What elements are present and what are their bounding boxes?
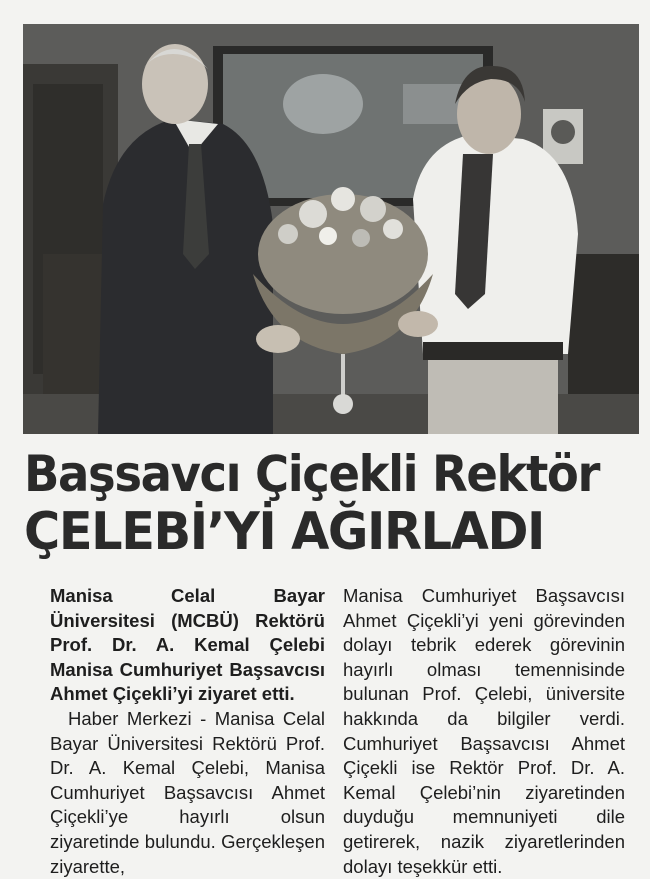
article-column-left <box>50 584 325 879</box>
article-column-right <box>343 584 625 879</box>
news-photo <box>23 24 639 434</box>
article-body-right: Manisa Cumhuriyet Başsavcısı Ahmet Çiçekli’yi yeni görevinden dolayı tebrik ederek görevinin hayırlı olması temennisinde bulunan Prof. Çelebi, üniversite hakkında da bilgiler verdi. Cumhuriyet Başsavcısı Ahmet Çiçekli ise Rektör Prof. Dr. A. Kemal Çelebi’nin ziyaretinden duyduğu memnuniyeti dile getirerek, nazik ziyaretlerinden dolayı teşekkür etti. <box>343 585 625 877</box>
article-body-left: Haber Merkezi - Manisa Celal Bayar Üniversitesi Rektörü Prof. Dr. A. Kemal Çelebi, Manisa Cumhuriyet Başsavcısı Ahmet Çiçekli’ye hayırlı olsun ziyaretinde bulundu. Gerçekleşen ziyarette, <box>50 707 325 877</box>
headline-line-1: Başsavcı Çiçekli Rektör <box>24 445 600 503</box>
article-lead: Manisa Celal Bayar Üniversitesi (MCBÜ) Rektörü Prof. Dr. A. Kemal Çelebi Manisa Cumhuriyet Başsavcısı Ahmet Çiçekli’yi ziyaret etti. <box>50 585 325 705</box>
photo-illustration <box>23 24 639 434</box>
headline <box>24 446 640 562</box>
headline-line-2: ÇELEBİ’Yİ AĞIRLADI <box>24 502 545 562</box>
